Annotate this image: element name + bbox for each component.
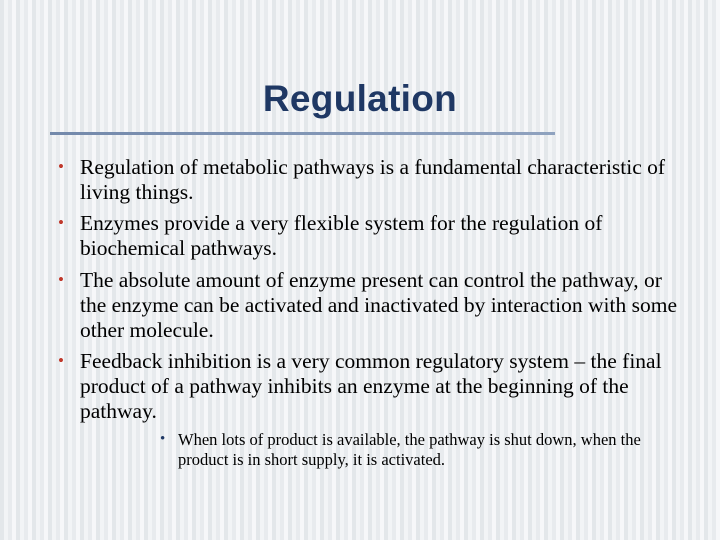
bullet-text: Enzymes provide a very flexible system for the regulation of biochemical pathways. xyxy=(80,211,603,261)
sub-bullet-icon: • xyxy=(160,431,166,448)
bullet-icon: • xyxy=(58,269,64,289)
list-item xyxy=(40,268,690,343)
bullet-icon: • xyxy=(58,213,64,233)
list-item xyxy=(40,349,690,470)
bullet-list xyxy=(40,155,690,470)
sub-bullet-text: When lots of product is available, the pathway is shut down, when the product is in short supply, it is activated. xyxy=(178,430,641,470)
sub-bullet-list xyxy=(80,430,690,470)
list-item xyxy=(142,430,690,470)
title-divider xyxy=(50,132,555,135)
bullet-icon: • xyxy=(58,350,64,370)
list-item xyxy=(40,155,690,205)
bullet-text: The absolute amount of enzyme present can control the pathway, or the enzyme can be activated and inactivated by interaction with some other molecule. xyxy=(80,267,677,342)
bullet-text: Feedback inhibition is a very common regulatory system – the final product of a pathway inhibits an enzyme at the beginning of the pathway. xyxy=(80,348,662,424)
page-title: Regulation xyxy=(262,78,458,119)
slide-body xyxy=(40,155,690,476)
bullet-icon: • xyxy=(58,157,64,176)
bullet-text: Regulation of metabolic pathways is a fundamental characteristic of living things. xyxy=(80,155,666,205)
list-item xyxy=(40,211,690,261)
